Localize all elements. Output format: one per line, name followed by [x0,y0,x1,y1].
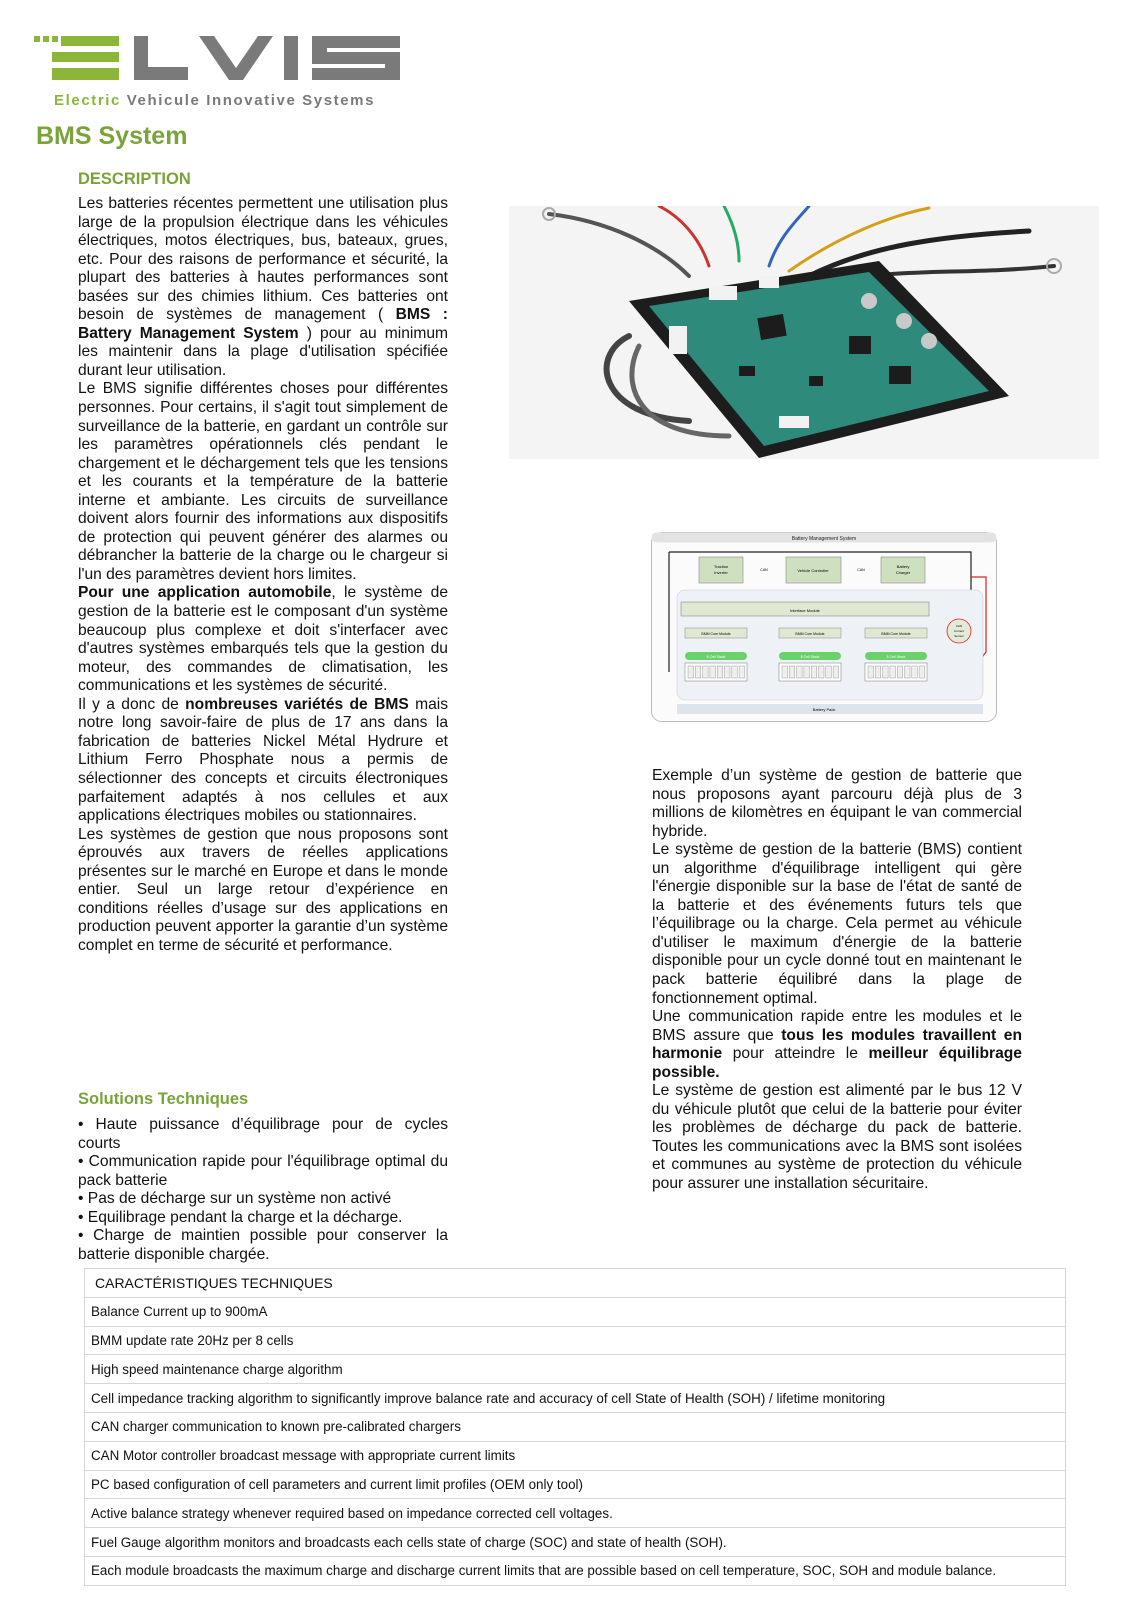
description-heading: DESCRIPTION [78,170,191,188]
table-row [85,1326,1066,1355]
cell-block [710,666,716,678]
cell-block [897,666,903,678]
table-row [85,1355,1066,1384]
right-p3-a: Une communication rapide entre les modules et le BMS assure que [652,1008,1022,1044]
table-cell: Each module broadcasts the maximum charge and discharge current limits that are possible based on cell temperature, SOC, SOH and module balance. [85,1556,1066,1585]
cell-block [725,666,731,678]
table-row [85,1470,1066,1499]
cell-block [868,666,874,678]
cell-block [912,666,918,678]
cell-block [739,666,745,678]
cell-block [905,666,911,678]
cell-block [782,666,788,678]
right-p3 [652,1008,1022,1082]
battery-pack-label: Battery Pack [812,707,836,712]
right-p3-b: tous les modules travaillent en harmonie [652,1026,1022,1063]
cell-stack-label: 8 Cell Stack [800,655,820,659]
table-row [85,1556,1066,1585]
cell-block [703,666,709,678]
desc-p1-c: ) pour au minimum les maintenir dans la plage d'utilisation spécifiée durant leur utilisation. [78,324,448,379]
cell-block [688,666,694,678]
table-cell: BMM update rate 20Hz per 8 cells [85,1326,1066,1355]
list-item: • Pas de décharge sur un système non activé [78,1190,392,1208]
cell-block [717,666,723,678]
right-p2: Le système de gestion de la batterie (BMS) contient un algorithme d'équilibrage intelligent qui gère l'énergie disponible sur la base de l'état de santé de la batterie et des événements futurs tels que l’équilibrage ou la charge. Cela permet au véhicule d'utiliser le maximum d'énergie de la batterie disponible pour un cycle donné tout en maintenant le pack batterie équilibré dans la plage de fonctionnement optimal. [652,841,1022,1007]
desc-p3-a: Pour une application automobile [78,584,332,602]
description-p4 [78,696,448,826]
right-p4: Le système de gestion est alimenté par le bus 12 V du véhicule plutôt que celui de la batterie pour éviter les problèmes de décharge du pack de batterie. Toutes les communications avec la BMS sont isolées et communes au système de protection du véhicule pour assurer une installation sécuritaire. [652,1082,1022,1193]
list-item: • Communication rapide pour l'équilibrage optimal du pack batterie [78,1153,448,1189]
list-item: • Haute puissance d’équilibrage pour de cycles courts [78,1116,448,1152]
sensor-sensor-label: Sensor [954,634,964,638]
desc-p1-a: Les batteries récentes permettent une utilisation plus large de la propulsion électrique dans les véhicules électriques, motos électriques, bus, bateaux, grues, etc. Pour des raisons de performance et sécurité, la plupart des batteries à hautes performances sont basées sur des chimies lithium. Ces batteries ont besoin de systèmes de management ( [78,195,448,324]
table-header-row [85,1269,1066,1298]
specs-header: CARACTÉRISTIQUES TECHNIQUES [85,1269,1066,1298]
table-row [85,1384,1066,1413]
description-text [78,195,448,955]
can-label: CAN [760,568,768,572]
list-item: • Equilibrage pendant la charge et la décharge. [78,1208,403,1226]
cell-block [833,666,839,678]
table-row [85,1412,1066,1441]
list-item: • Charge de maintien possible pour conserver la batterie disponible chargée. [78,1227,448,1263]
cell-block [804,666,810,678]
table-row [85,1499,1066,1528]
bmm-core-label: BMM Core Module [795,632,825,636]
right-text [652,767,1022,1194]
interface-module-label: Interface Module [790,608,820,613]
table-cell: PC based configuration of cell parameters and current limit profiles (OEM only tool) [85,1470,1066,1499]
bms-board-photo [509,206,1099,459]
bmm-core-label: BMM Core Module [701,632,731,636]
cell-block [695,666,701,678]
inverter-label: Inverter [714,570,728,575]
elvis-logo [34,30,414,88]
description-p1 [78,195,448,380]
sensor-can-label: CAN [955,624,963,628]
desc-p4-c: mais notre long savoir-faire de plus de 17 ans dans la fabrication de batteries Nickel Métal Hydrure et Lithium Ferro Phosphate nous a permis de sélectionner des concepts et circuits électroniques parfaitement adaptés à nos cellules et aux applications électriques mobiles ou stationnaires. [78,695,449,825]
table-row [85,1528,1066,1557]
table-cell: Cell impedance tracking algorithm to significantly improve balance rate and accuracy of cell State of Health (SOH) / lifetime monitoring [85,1384,1066,1413]
traction-label: Traction [713,564,729,569]
tagline [54,92,375,109]
page-title: BMS System [36,122,188,150]
solutions-list [78,1116,448,1264]
battery-label: Battery [896,564,910,569]
table-cell: Fuel Gauge algorithm monitors and broadcasts each cells state of charge (SOC) and state of health (SOH). [85,1528,1066,1557]
desc-p4-a: Il y a donc de [78,695,186,713]
right-p3-d: meilleur équilibrage possible. [652,1045,1022,1081]
desc-p1-b: BMS : Battery Management System [78,306,448,342]
table-row [85,1441,1066,1470]
cell-block [811,666,817,678]
desc-p3-b: , le système de gestion de la batterie est le composant d'un système beaucoup plus complexe et doit s'interfacer avec d'autres systèmes embarqués tels que la gestion du moteur, des commandes de climatisation, les communications et les systèmes de sécurité. [78,584,448,695]
tagline-rest: Vehicule Innovative Systems [121,92,376,109]
table-cell: CAN Motor controller broadcast message with appropriate current limits [85,1441,1066,1470]
charger-label: Charger [895,570,911,575]
bmm-core-label: BMM Core Module [881,632,911,636]
description-p2: Le BMS signifie différentes choses pour différentes personnes. Pour certains, il s'agit tout simplement de surveillance de la batterie, en gardant un contrôle sur les paramètres opérationnels clés pendant le chargement et le déchargement tels que les tensions et les courants et la température de la batterie interne et ambiante. Les circuits de surveillance doivent alors fournir des informations aux dispositifs de protection qui peuvent générer des alarmes ou débrancher la batterie de la charge ou le chargeur si l'un des paramètres devient hors limites. [78,380,448,583]
table-cell: Active balance strategy whenever required based on impedance corrected cell voltages. [85,1499,1066,1528]
cell-block [797,666,803,678]
specs-table [84,1268,1066,1586]
cell-block [883,666,889,678]
right-p1: Exemple d’un système de gestion de batterie que nous proposons ayant parcouru déjà plus de 3 millions de kilomètres en équipant le van commercial hybride. [652,767,1022,840]
cell-block [875,666,881,678]
table-row [85,1297,1066,1326]
vehicle-controller-label: Vehicle Controller [797,568,829,573]
sensor-current-label: Current [953,629,965,633]
cell-stack-label: 8 Cell Stack [886,655,906,659]
table-cell: Balance Current up to 900mA [85,1297,1066,1326]
can-label: CAN [857,568,865,572]
table-cell: High speed maintenance charge algorithm [85,1355,1066,1384]
diagram-title: Battery Management System [791,536,857,542]
cell-block [732,666,738,678]
cell-block [890,666,896,678]
table-cell: CAN charger communication to known pre-calibrated chargers [85,1412,1066,1441]
solutions-heading: Solutions Techniques [78,1090,249,1108]
cell-block [789,666,795,678]
description-p5: Les systèmes de gestion que nous proposons sont éprouvés aux travers de réelles applications présentes sur le marché en Europe et dans le monde entier. Seul un large retour d’expérience en conditions réelles d’usage sur des applications en production peuvent apporter la garantie d’un système complet en terme de sécurité et performance. [78,825,448,954]
cell-stack-label: 8 Cell Stack [706,655,726,659]
bms-architecture-diagram [651,532,997,722]
description-p3 [78,584,448,695]
right-p3-c: pour atteindre le [722,1045,869,1063]
cell-block [919,666,925,678]
cell-block [826,666,832,678]
cell-block [819,666,825,678]
desc-p4-b: nombreuses variétés de BMS [185,695,409,713]
tagline-accent: Electric [54,92,121,109]
